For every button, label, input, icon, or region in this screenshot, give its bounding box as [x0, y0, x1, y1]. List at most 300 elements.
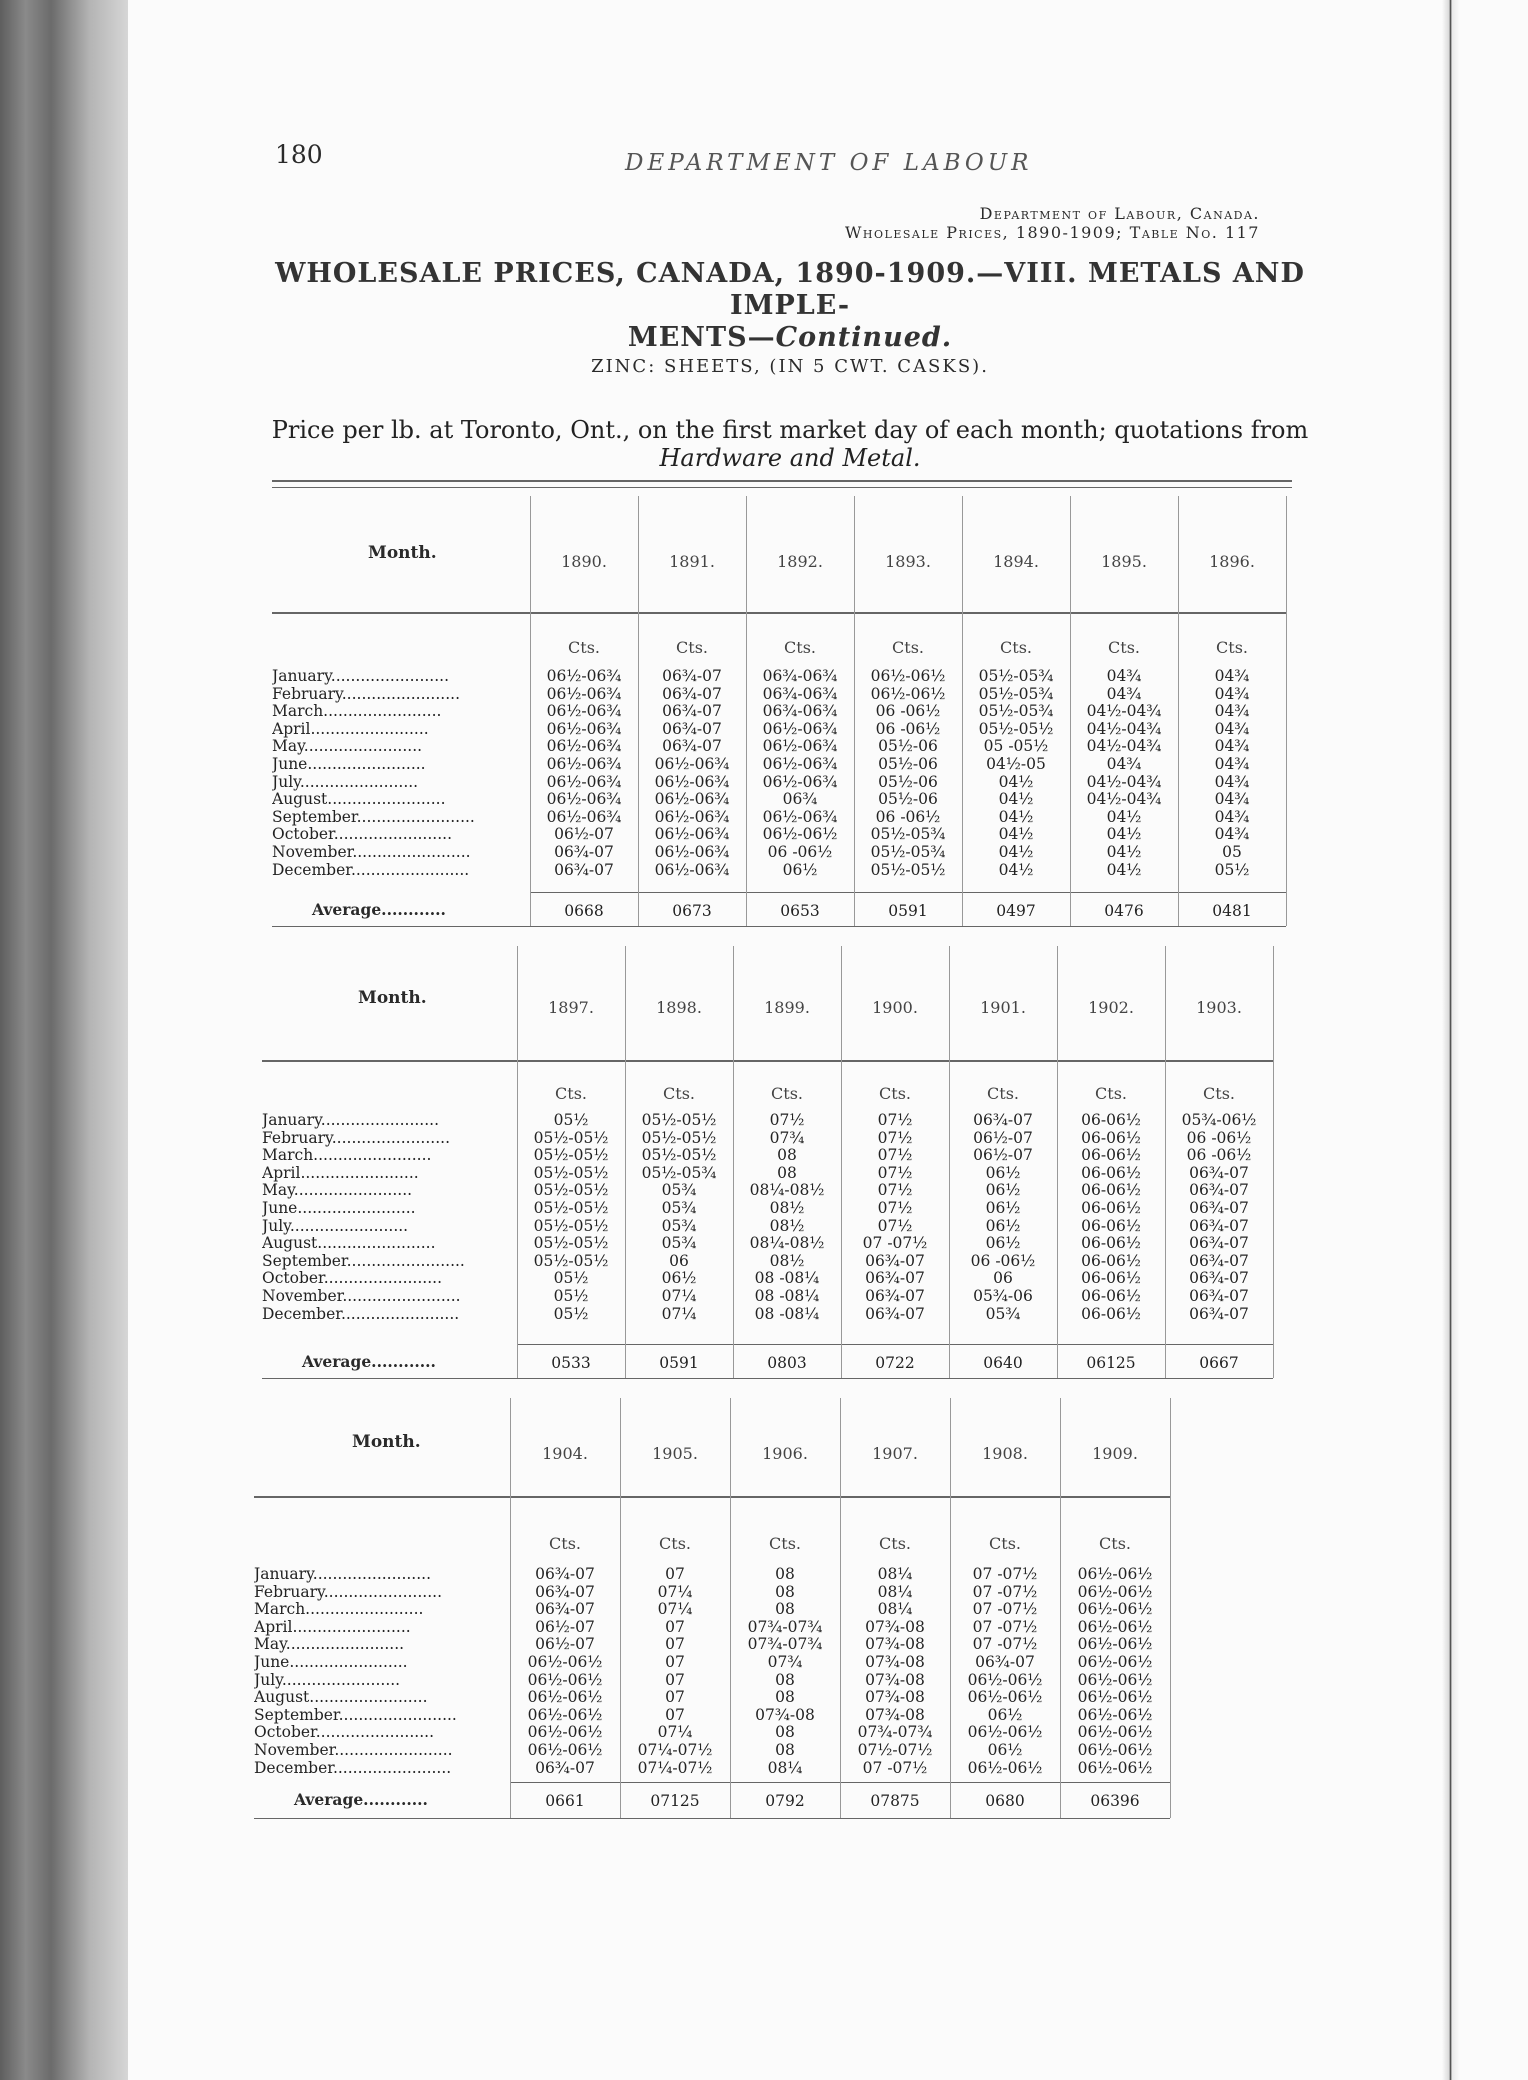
- table-description: [270, 416, 1310, 472]
- year-header-1908: 1908.: [982, 1444, 1028, 1463]
- price-column-1897: [517, 1112, 625, 1323]
- price-cell: 05½: [553, 1111, 589, 1129]
- price-cell: 06½-06½: [762, 825, 838, 844]
- price-column-1896: [1178, 668, 1286, 879]
- month-column-header: Month.: [352, 1432, 421, 1452]
- price-cell: 06½-06¾: [762, 737, 838, 756]
- price-cell: 06½: [985, 1198, 1021, 1217]
- price-cell: 05¾: [661, 1216, 697, 1235]
- price-cell: 06½-06½: [967, 1670, 1043, 1689]
- unit-label: Cts.: [1000, 638, 1032, 657]
- price-cell: 06¾-07: [1189, 1163, 1249, 1182]
- month-label-september: September........................: [262, 1252, 465, 1270]
- price-cell: 07 -07½: [862, 1234, 928, 1253]
- year-header-1890: 1890.: [561, 552, 607, 571]
- month-label-june: June........................: [272, 755, 426, 773]
- header-rule: [272, 612, 1286, 614]
- unit-label: Cts.: [659, 1534, 691, 1553]
- unit-label: Cts.: [1216, 638, 1248, 657]
- month-label-august: August........................: [272, 791, 446, 809]
- month-label-january: January........................: [262, 1112, 440, 1129]
- year-header-1901: 1901.: [980, 998, 1026, 1017]
- price-cell: 06½-06¾: [654, 790, 730, 809]
- month-label-december: December........................: [272, 861, 470, 879]
- month-column-header: Month.: [358, 988, 427, 1008]
- price-cell: 06-06½: [1081, 1181, 1141, 1200]
- price-cell: 08: [775, 1688, 795, 1707]
- price-cell: 06¾-07: [535, 1565, 595, 1583]
- average-value-1894: 0497: [996, 902, 1036, 920]
- price-cell: 06½-06¾: [654, 772, 730, 791]
- price-cell: 04¾: [1214, 825, 1250, 844]
- average-value-1909: 06396: [1090, 1792, 1140, 1810]
- price-cell: 06½-07: [535, 1617, 595, 1636]
- month-label-july: July........................: [262, 1217, 409, 1235]
- price-cell: 08 -08¼: [754, 1304, 820, 1323]
- price-cell: 07¾-08: [865, 1617, 925, 1636]
- month-label-march: March........................: [262, 1147, 432, 1165]
- title-line-2: [270, 322, 1310, 354]
- price-cell: 06½-06¾: [654, 842, 730, 861]
- price-cell: 05½-05½: [870, 860, 946, 879]
- price-cell: 05½-05½: [533, 1163, 609, 1182]
- price-cell: 04½: [1106, 860, 1142, 879]
- average-label: Average............: [302, 1352, 436, 1371]
- header-rule: [254, 1496, 1170, 1498]
- average-value-1897: 0533: [551, 1354, 591, 1372]
- reference-line-2: Wholesale Prices, 1890-1909; Table No. 117: [844, 223, 1260, 242]
- price-cell: 06½-06½: [1077, 1688, 1153, 1707]
- price-cell: 07: [665, 1670, 685, 1689]
- month-column-header: Month.: [368, 543, 437, 563]
- month-list: [254, 1566, 500, 1777]
- price-cell: 06¾-07: [1189, 1304, 1249, 1323]
- price-cell: 06½-06½: [1077, 1582, 1153, 1601]
- price-cell: 06-06½: [1081, 1216, 1141, 1235]
- average-label: Average............: [294, 1790, 428, 1809]
- price-cell: 04¾: [1214, 684, 1250, 703]
- price-cell: 06¾-07: [1189, 1269, 1249, 1288]
- price-cell: 07: [665, 1565, 685, 1583]
- price-column-1898: [625, 1112, 733, 1323]
- month-list: [262, 1112, 507, 1323]
- average-value-1902: 06125: [1086, 1354, 1136, 1372]
- price-cell: 07½: [877, 1146, 913, 1165]
- average-label: Average............: [312, 900, 446, 919]
- price-cell: 04½: [998, 842, 1034, 861]
- price-cell: 04½: [998, 860, 1034, 879]
- price-cell: 06½-06¾: [762, 807, 838, 826]
- price-cell: 08: [775, 1565, 795, 1583]
- price-cell: 06½: [782, 860, 818, 879]
- facing-page-edge: [1460, 0, 1528, 2080]
- price-cell: 05½-05½: [641, 1146, 717, 1165]
- price-column-1891: [638, 668, 746, 879]
- price-cell: 07: [665, 1652, 685, 1671]
- unit-label: Cts.: [1095, 1084, 1127, 1103]
- price-cell: 07¼: [657, 1600, 693, 1619]
- price-cell: 06¾-07: [535, 1758, 595, 1777]
- month-label-april: April........................: [262, 1164, 419, 1182]
- price-cell: 07½: [877, 1111, 913, 1129]
- reference-line-1: Department of Labour, Canada.: [979, 204, 1260, 223]
- price-cell: 06½-06½: [527, 1670, 603, 1689]
- price-cell: 06-06½: [1081, 1286, 1141, 1305]
- price-cell: 06½-06¾: [546, 790, 622, 809]
- month-label-june: June........................: [254, 1653, 408, 1671]
- year-header-1896: 1896.: [1209, 552, 1255, 571]
- price-cell: 06½-06½: [967, 1723, 1043, 1742]
- price-cell: 06¾-07: [662, 737, 722, 756]
- price-cell: 06-06½: [1081, 1234, 1141, 1253]
- price-cell: 07: [665, 1635, 685, 1654]
- price-cell: 04¾: [1214, 737, 1250, 756]
- price-cell: 06½-06½: [527, 1723, 603, 1742]
- block-bottom-rule: [272, 926, 1286, 927]
- price-cell: 07¼: [657, 1723, 693, 1742]
- price-cell: 07½: [877, 1163, 913, 1182]
- price-cell: 05½-05½: [533, 1216, 609, 1235]
- price-cell: 05½-05½: [533, 1128, 609, 1147]
- month-label-february: February........................: [262, 1129, 450, 1147]
- month-label-july: July........................: [254, 1671, 401, 1689]
- price-cell: 07½: [877, 1216, 913, 1235]
- unit-label: Cts.: [987, 1084, 1019, 1103]
- price-cell: 08¼: [877, 1565, 913, 1583]
- price-cell: 06¾-07: [535, 1600, 595, 1619]
- price-cell: 08½: [769, 1198, 805, 1217]
- price-cell: 04½-04¾: [1086, 702, 1162, 721]
- price-cell: 06½-06¾: [546, 719, 622, 738]
- price-cell: 07 -07½: [972, 1600, 1038, 1619]
- year-header-1891: 1891.: [669, 552, 715, 571]
- unit-label: Cts.: [989, 1534, 1021, 1553]
- price-cell: 05½-05¾: [641, 1163, 717, 1182]
- price-cell: 07: [665, 1688, 685, 1707]
- year-header-1906: 1906.: [762, 1444, 808, 1463]
- price-cell: 04½: [998, 772, 1034, 791]
- month-label-september: September........................: [272, 808, 475, 826]
- price-cell: 05¾: [661, 1181, 697, 1200]
- price-cell: 07¼: [657, 1582, 693, 1601]
- top-rule-1: [272, 480, 1292, 482]
- price-column-1899: [733, 1112, 841, 1323]
- price-cell: 06½-06½: [1077, 1600, 1153, 1619]
- price-cell: 06: [669, 1251, 689, 1270]
- price-cell: 07¼: [661, 1304, 697, 1323]
- price-column-1909: [1060, 1566, 1170, 1777]
- title-line-2-plain: MENTS—: [627, 322, 776, 353]
- price-cell: 05¾: [661, 1198, 697, 1217]
- price-column-1892: [746, 668, 854, 879]
- description-line-2: Hardware and Metal.: [659, 444, 921, 472]
- price-cell: 06½-06½: [1077, 1723, 1153, 1742]
- month-label-april: April........................: [272, 720, 429, 738]
- price-cell: 06 -06½: [970, 1251, 1036, 1270]
- year-header-1898: 1898.: [656, 998, 702, 1017]
- month-label-april: April........................: [254, 1618, 411, 1636]
- price-cell: 06 -06½: [1186, 1128, 1252, 1147]
- average-value-1900: 0722: [875, 1354, 915, 1372]
- price-cell: 06 -06½: [767, 842, 833, 861]
- price-column-1904: [510, 1566, 620, 1777]
- average-value-1899: 0803: [767, 1354, 807, 1372]
- price-cell: 06¾-07: [1189, 1286, 1249, 1305]
- price-column-1905: [620, 1566, 730, 1777]
- year-header-1892: 1892.: [777, 552, 823, 571]
- average-value-1893: 0591: [888, 902, 928, 920]
- price-cell: 06-06½: [1081, 1198, 1141, 1217]
- price-cell: 06½: [987, 1705, 1023, 1724]
- price-cell: 08½: [769, 1216, 805, 1235]
- price-column-1908: [950, 1566, 1060, 1777]
- price-cell: 04½: [998, 807, 1034, 826]
- price-cell: 04¾: [1214, 754, 1250, 773]
- average-rule: [530, 892, 1286, 893]
- average-value-1892: 0653: [780, 902, 820, 920]
- price-cell: 07¼-07½: [637, 1758, 713, 1777]
- price-cell: 05½-05½: [533, 1198, 609, 1217]
- year-header-1897: 1897.: [548, 998, 594, 1017]
- document-title: [270, 258, 1310, 354]
- price-cell: 06½-07: [535, 1635, 595, 1654]
- month-label-may: May........................: [262, 1182, 413, 1200]
- price-cell: 06¾-07: [973, 1111, 1033, 1129]
- price-cell: 04¾: [1214, 719, 1250, 738]
- price-cell: 05 -05½: [983, 737, 1049, 756]
- price-column-1903: [1165, 1112, 1273, 1323]
- price-cell: 07 -07½: [862, 1758, 928, 1777]
- month-list: [272, 668, 520, 879]
- price-cell: 05½-05¾: [978, 702, 1054, 721]
- price-cell: 05½-05½: [533, 1181, 609, 1200]
- price-cell: 07¼-07½: [637, 1740, 713, 1759]
- price-cell: 06½: [985, 1234, 1021, 1253]
- price-cell: 06½-06½: [527, 1740, 603, 1759]
- price-cell: 06½-06¾: [546, 772, 622, 791]
- month-label-december: December........................: [262, 1305, 460, 1323]
- price-cell: 05¾-06: [973, 1286, 1033, 1305]
- price-cell: 06½-06½: [967, 1688, 1043, 1707]
- price-cell: 05½-06: [878, 737, 938, 756]
- price-column-1894: [962, 668, 1070, 879]
- price-cell: 07¾-08: [865, 1652, 925, 1671]
- price-cell: 04¾: [1214, 772, 1250, 791]
- price-cell: 06¾-07: [1189, 1234, 1249, 1253]
- price-cell: 07½: [877, 1198, 913, 1217]
- average-value-1895: 0476: [1104, 902, 1144, 920]
- price-column-1902: [1057, 1112, 1165, 1323]
- average-value-1898: 0591: [659, 1354, 699, 1372]
- month-label-november: November........................: [272, 843, 471, 861]
- price-cell: 08¼: [877, 1600, 913, 1619]
- unit-label: Cts.: [676, 638, 708, 657]
- month-label-january: January........................: [272, 668, 450, 685]
- price-cell: 06½: [985, 1163, 1021, 1182]
- price-cell: 05: [1222, 842, 1242, 861]
- year-header-1894: 1894.: [993, 552, 1039, 571]
- average-value-1901: 0640: [983, 1354, 1023, 1372]
- average-rule: [517, 1344, 1273, 1345]
- price-cell: 06½-06½: [527, 1705, 603, 1724]
- price-cell: 07 -07½: [972, 1565, 1038, 1583]
- price-cell: 05½-05½: [641, 1128, 717, 1147]
- price-cell: 06-06½: [1081, 1128, 1141, 1147]
- price-cell: 08½: [769, 1251, 805, 1270]
- price-cell: 04¾: [1214, 790, 1250, 809]
- price-cell: 08¼-08½: [749, 1181, 825, 1200]
- price-cell: 04¾: [1106, 754, 1142, 773]
- price-cell: 06¾-07: [865, 1286, 925, 1305]
- running-head: DEPARTMENT OF LABOUR: [625, 150, 1033, 176]
- price-cell: 04¾: [1214, 807, 1250, 826]
- price-cell: 06½-06½: [1077, 1565, 1153, 1583]
- year-header-1900: 1900.: [872, 998, 918, 1017]
- price-cell: 06¾-07: [975, 1652, 1035, 1671]
- year-header-1909: 1909.: [1092, 1444, 1138, 1463]
- unit-label: Cts.: [1108, 638, 1140, 657]
- price-cell: 06¾-07: [662, 667, 722, 685]
- column-divider-end: [1170, 1398, 1171, 1818]
- price-cell: 07¾-08: [865, 1705, 925, 1724]
- average-value-1908: 0680: [985, 1792, 1025, 1810]
- price-cell: 06½-06½: [1077, 1758, 1153, 1777]
- price-cell: 06½-06½: [1077, 1670, 1153, 1689]
- month-label-august: August........................: [262, 1235, 436, 1253]
- price-cell: 06½-06½: [870, 667, 946, 685]
- price-cell: 06½: [985, 1181, 1021, 1200]
- month-label-march: March........................: [272, 703, 442, 721]
- price-cell: 04¾: [1106, 684, 1142, 703]
- unit-label: Cts.: [549, 1534, 581, 1553]
- price-cell: 06 -06½: [875, 807, 941, 826]
- price-cell: 06¾-07: [662, 719, 722, 738]
- price-cell: 05½-05¾: [870, 842, 946, 861]
- price-cell: 08¼: [877, 1582, 913, 1601]
- price-cell: 07½: [769, 1111, 805, 1129]
- top-rule-2: [272, 487, 1292, 488]
- price-cell: 06¾-07: [865, 1251, 925, 1270]
- price-cell: 06-06½: [1081, 1163, 1141, 1182]
- price-cell: 07½: [877, 1181, 913, 1200]
- price-cell: 06¾-07: [535, 1582, 595, 1601]
- price-cell: 04½: [998, 825, 1034, 844]
- price-cell: 08: [777, 1163, 797, 1182]
- price-cell: 05½: [553, 1304, 589, 1323]
- price-cell: 07: [665, 1705, 685, 1724]
- price-cell: 07¾-07¾: [747, 1635, 823, 1654]
- price-cell: 06 -06½: [875, 719, 941, 738]
- price-cell: 06½-06¾: [546, 702, 622, 721]
- price-cell: 06½: [987, 1740, 1023, 1759]
- column-divider-end: [1286, 496, 1287, 926]
- price-cell: 06½: [661, 1269, 697, 1288]
- average-value-1896: 0481: [1212, 902, 1252, 920]
- price-cell: 06½-06¾: [546, 684, 622, 703]
- month-label-october: October........................: [262, 1270, 442, 1288]
- price-cell: 06¾-07: [554, 842, 614, 861]
- average-value-1905: 07125: [650, 1792, 700, 1810]
- average-value-1907: 07875: [870, 1792, 920, 1810]
- price-cell: 06-06½: [1081, 1304, 1141, 1323]
- price-cell: 06½-06¾: [654, 825, 730, 844]
- block-bottom-rule: [262, 1378, 1273, 1379]
- price-column-1900: [841, 1112, 949, 1323]
- table-reference: [845, 204, 1260, 242]
- unit-label: Cts.: [892, 638, 924, 657]
- price-cell: 07¼: [661, 1286, 697, 1305]
- price-cell: 05½-06: [878, 772, 938, 791]
- price-cell: 05¾: [661, 1234, 697, 1253]
- price-cell: 06¾-07: [1189, 1216, 1249, 1235]
- month-label-february: February........................: [272, 685, 460, 703]
- price-cell: 07 -07½: [972, 1582, 1038, 1601]
- price-cell: 05½: [553, 1286, 589, 1305]
- description-line-1: Price per lb. at Toronto, Ont., on the first market day of each month; quotations from: [271, 416, 1309, 444]
- price-cell: 06-06½: [1081, 1111, 1141, 1129]
- price-cell: 08: [775, 1600, 795, 1619]
- column-divider-end: [1273, 946, 1274, 1378]
- month-label-july: July........................: [272, 773, 419, 791]
- price-cell: 08: [775, 1740, 795, 1759]
- unit-label: Cts.: [663, 1084, 695, 1103]
- price-cell: 04½: [998, 790, 1034, 809]
- price-cell: 06¾-07: [865, 1269, 925, 1288]
- price-cell: 05¾: [985, 1304, 1021, 1323]
- price-cell: 05½-05½: [533, 1251, 609, 1270]
- month-label-june: June........................: [262, 1199, 416, 1217]
- year-header-1899: 1899.: [764, 998, 810, 1017]
- price-cell: 07¾: [769, 1128, 805, 1147]
- month-label-september: September........................: [254, 1706, 457, 1724]
- price-cell: 05½-05½: [533, 1234, 609, 1253]
- year-header-1903: 1903.: [1196, 998, 1242, 1017]
- commodity-subtitle: ZINC: SHEETS, (IN 5 CWT. CASKS).: [591, 356, 989, 377]
- price-cell: 07¾-08: [865, 1635, 925, 1654]
- price-cell: 06¾: [782, 790, 818, 809]
- price-cell: 04½: [1106, 807, 1142, 826]
- price-cell: 06½-06¾: [546, 737, 622, 756]
- unit-label: Cts.: [568, 638, 600, 657]
- price-cell: 06½-07: [973, 1146, 1033, 1165]
- price-cell: 06 -06½: [1186, 1146, 1252, 1165]
- price-cell: 05½-05¾: [870, 825, 946, 844]
- price-cell: 04½-04¾: [1086, 737, 1162, 756]
- price-cell: 06-06½: [1081, 1269, 1141, 1288]
- price-cell: 05½-06: [878, 790, 938, 809]
- price-cell: 07¾-07¾: [747, 1617, 823, 1636]
- price-cell: 04½-04¾: [1086, 790, 1162, 809]
- year-header-1893: 1893.: [885, 552, 931, 571]
- price-cell: 06½-06½: [870, 684, 946, 703]
- unit-label: Cts.: [555, 1084, 587, 1103]
- price-cell: 05½-05¾: [978, 667, 1054, 685]
- price-column-1907: [840, 1566, 950, 1777]
- price-cell: 06¾-07: [1189, 1198, 1249, 1217]
- month-label-february: February........................: [254, 1583, 442, 1601]
- price-cell: 06-06½: [1081, 1251, 1141, 1270]
- price-cell: 07¾-08: [755, 1705, 815, 1724]
- price-cell: 05½-05½: [978, 719, 1054, 738]
- average-value-1906: 0792: [765, 1792, 805, 1810]
- price-cell: 08: [775, 1670, 795, 1689]
- price-cell: 04¾: [1106, 667, 1142, 685]
- price-cell: 06½-06½: [527, 1688, 603, 1707]
- price-cell: 06¾-06¾: [762, 667, 838, 685]
- month-label-may: May........................: [254, 1636, 405, 1654]
- month-label-may: May........................: [272, 738, 423, 756]
- price-cell: 05½: [1214, 860, 1250, 879]
